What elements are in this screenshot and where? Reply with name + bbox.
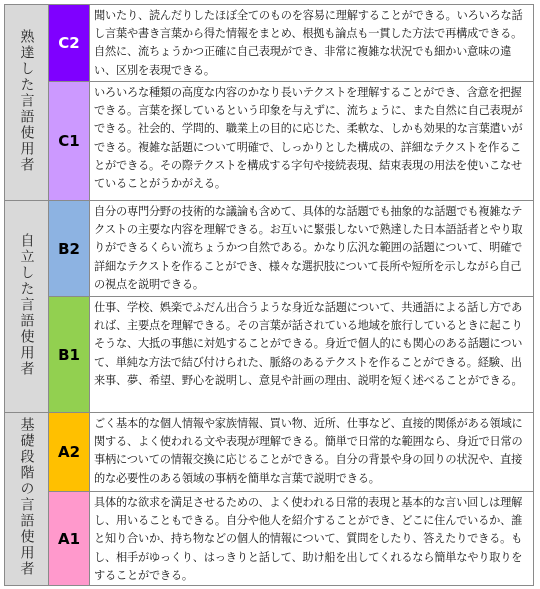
level-description: いろいろな種類の高度な内容のかなり長いテクストを理解することができ、含意を把握できる。言葉を探しているという印象を与えずに、流ちょうに、また自然に自己表現ができる。社会的、学問的、職業上の目的に応じた、柔軟な、しかも効果的な言葉遣いができる。複雑な話題について明確で、しっかりとした構成の、詳細なテクストを作ることができる。その際テクストを構成する字句や接続表現、結束表現の用法を使いこなせていることがうかがえる。 [90, 82, 534, 201]
level-cell [49, 5, 90, 82]
level-description: 聞いたり、読んだりしたほぼ全てのものを容易に理解することができる。いろいろな話し言葉や書き言葉から得た情報をまとめ、根拠も論点も一貫した方法で再構成できる。自然に、流ちょうかつ正確に自己表現ができ、非常に複雑な状況でも細かい意味の違い、区別を表現できる。 [90, 5, 534, 82]
level-code: A2 [57, 443, 81, 461]
level-code: C1 [58, 132, 80, 150]
level-cell [49, 413, 90, 492]
level-code: C2 [58, 34, 80, 52]
level-code: B2 [58, 239, 80, 258]
level-description: 自分の専門分野の技術的な議論も含めて、具体的な話題でも抽象的な話題でも複雑なテクストの主要な内容を理解できる。お互いに緊張しないで熟達した日本語話者とやり取りができるくらい流ちょうかつ自然である。かなり広汎な範囲の話題について、明確で詳細なテクストを作ることができ、様々な選択肢について長所や短所を示しながら自己の視点を説明できる。 [90, 201, 534, 297]
group-cell-proficient [5, 5, 49, 201]
group-label: 基礎段階の言語使用者 [18, 417, 35, 577]
table-row [5, 492, 534, 586]
group-cell-basic [5, 413, 49, 586]
table-row [5, 413, 534, 492]
table-row [5, 201, 534, 297]
group-cell-independent [5, 201, 49, 413]
table-row [5, 297, 534, 413]
table-row [5, 5, 534, 82]
level-code: A1 [57, 529, 81, 548]
level-cell [49, 201, 90, 297]
cefr-levels-table [4, 4, 534, 586]
group-label: 熟達した言語使用者 [18, 28, 35, 173]
level-cell [49, 297, 90, 413]
level-code: B1 [58, 345, 80, 364]
level-description: 具体的な欲求を満足させるための、よく使われる日常的表現と基本的な言い回しは理解し、用いることもできる。自分や他人を紹介することができ、どこに住んでいるか、誰と知り合いか、持ち物などの個人的情報について、質問をしたり、答えたりできる。もし、相手がゆっくり、はっきりと話して、助け船を出してくれるなら簡単なやり取りをすることができる。 [90, 492, 534, 586]
level-description: 仕事、学校、娯楽でふだん出合うような身近な話題について、共通語による話し方であれば、主要点を理解できる。その言葉が話されている地域を旅行しているときに起こりそうな、大抵の事態に対処することができる。身近で個人的にも関心のある話題について、単純な方法で結び付けられた、脈絡のあるテクストを作ることができる。経験、出来事、夢、希望、野心を説明し、意見や計画の理由、説明を短く述べることができる。 [90, 297, 534, 413]
table-row [5, 82, 534, 201]
level-description: ごく基本的な個人情報や家族情報、買い物、近所、仕事など、直接的関係がある領域に関する、よく使われる文や表現が理解できる。簡単で日常的な範囲なら、身近で日常の事柄についての情報交換に応じることができる。自分の背景や身の回りの状況や、直接的な必要性のある領域の事柄を簡単な言葉で説明できる。 [90, 413, 534, 492]
group-label: 自立した言語使用者 [18, 232, 35, 377]
level-cell [49, 82, 90, 201]
level-cell [49, 492, 90, 586]
